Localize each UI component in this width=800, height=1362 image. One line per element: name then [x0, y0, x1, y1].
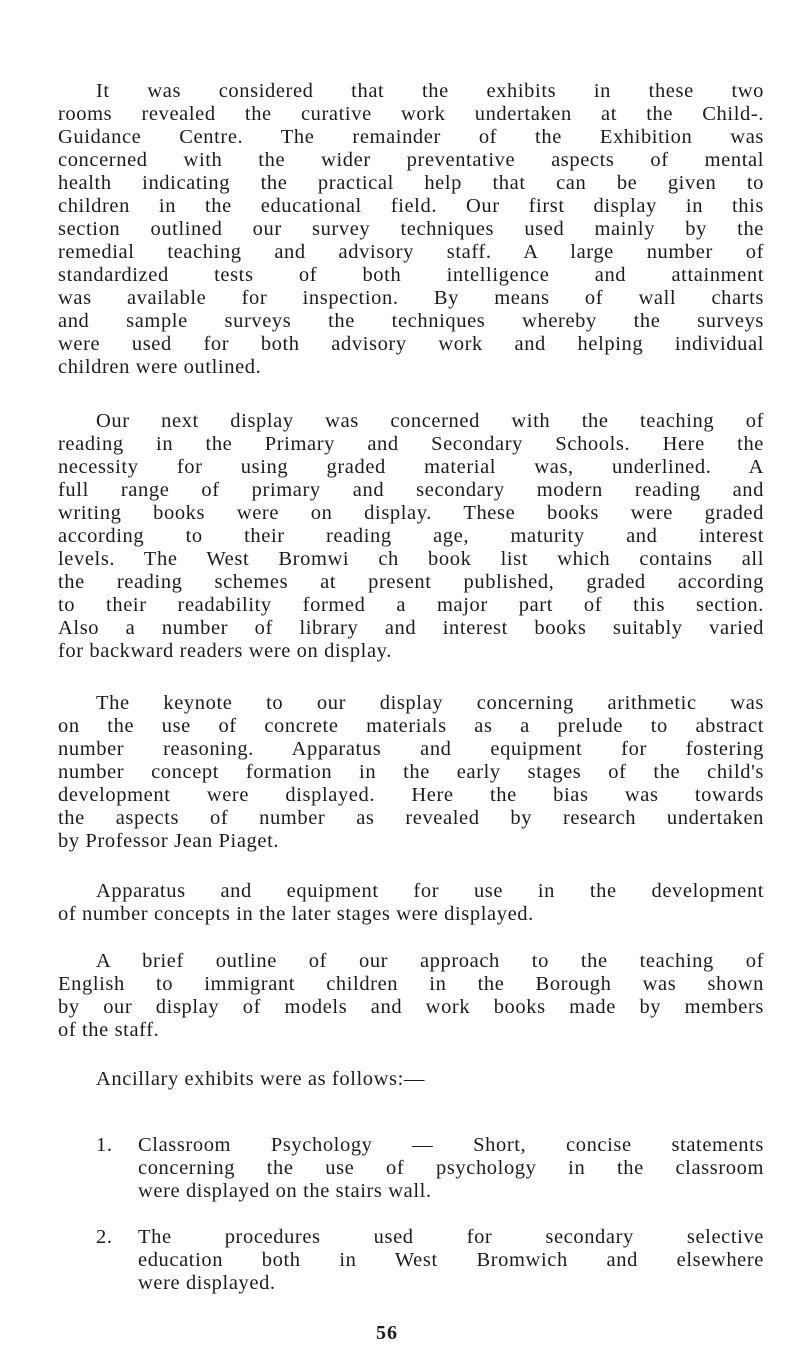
text-line: standardized tests of both intelligence and attainment	[58, 264, 764, 286]
text-line: Guidance Centre. The remainder of the Exhibition was	[58, 126, 764, 148]
text-line: were used for both advisory work and helping individual	[58, 333, 764, 355]
text-line: by Professor Jean Piaget.	[58, 830, 280, 852]
text-line: health indicating the practical help that can be given to	[58, 172, 764, 194]
text-line: Apparatus and equipment for use in the development	[96, 880, 764, 902]
text-line: on the use of concrete materials as a prelude to abstract	[58, 715, 764, 737]
text-line: concerned with the wider preventative aspects of mental	[58, 149, 764, 171]
list-number: 1.	[96, 1134, 113, 1156]
text-line: section outlined our survey techniques used mainly by the	[58, 218, 764, 240]
list-number: 2.	[96, 1226, 113, 1248]
text-line: levels. The West Bromwi ch book list which contains all	[58, 548, 764, 570]
text-line: necessity for using graded material was, underlined. A	[58, 456, 764, 478]
text-line: according to their reading age, maturity and interest	[58, 525, 764, 547]
text-line: of the staff.	[58, 1019, 160, 1041]
text-line: children in the educational field. Our first display in this	[58, 195, 764, 217]
text-line: The keynote to our display concerning arithmetic was	[96, 692, 764, 714]
text-line: The procedures used for secondary selective	[138, 1226, 764, 1248]
paragraph-reading-display	[58, 410, 764, 663]
text-line: Classroom Psychology — Short, concise statements	[138, 1134, 764, 1156]
text-line: the aspects of number as revealed by research undertaken	[58, 807, 764, 829]
text-line: reading in the Primary and Secondary Schools. Here the	[58, 433, 764, 455]
text-line: concerning the use of psychology in the classroom	[138, 1157, 764, 1179]
paragraph-immigrant-english	[58, 950, 764, 1042]
text-line: and sample surveys the techniques whereby the surveys	[58, 310, 764, 332]
text-line: English to immigrant children in the Borough was shown	[58, 973, 764, 995]
text-line: to their readability formed a major part of this section.	[58, 594, 764, 616]
text-line: education both in West Bromwich and elsewhere	[138, 1249, 764, 1271]
page-number: 56	[376, 1322, 398, 1344]
text-line: writing books were on display. These books were graded	[58, 502, 764, 524]
text-line: It was considered that the exhibits in these two	[96, 80, 764, 102]
list-item-text	[138, 1226, 764, 1295]
text-line: number concept formation in the early stages of the child's	[58, 761, 764, 783]
paragraph-apparatus-later-stages	[58, 880, 764, 926]
text-line: remedial teaching and advisory staff. A large number of	[58, 241, 764, 263]
text-line: development were displayed. Here the bias was towards	[58, 784, 764, 806]
text-line: Also a number of library and interest books suitably varied	[58, 617, 764, 639]
paragraph-exhibition-overview	[58, 80, 764, 379]
text-line: Ancillary exhibits were as follows:—	[96, 1068, 426, 1090]
text-line: of number concepts in the later stages were displayed.	[58, 903, 534, 925]
text-line: by our display of models and work books made by members	[58, 996, 764, 1018]
text-line: were displayed.	[138, 1272, 276, 1294]
text-line: were displayed on the stairs wall.	[138, 1180, 432, 1202]
text-line: was available for inspection. By means of wall charts	[58, 287, 764, 309]
paragraph-arithmetic-display	[58, 692, 764, 853]
text-line: for backward readers were on display.	[58, 640, 392, 662]
list-item-text	[138, 1134, 764, 1203]
text-line: number reasoning. Apparatus and equipment for fostering	[58, 738, 764, 760]
paragraph-ancillary-intro	[58, 1068, 764, 1091]
text-line: rooms revealed the curative work undertaken at the Child-.	[58, 103, 764, 125]
text-line: A brief outline of our approach to the teaching of	[96, 950, 764, 972]
text-line: Our next display was concerned with the teaching of	[96, 410, 764, 432]
text-line: children were outlined.	[58, 356, 262, 378]
text-line: full range of primary and secondary modern reading and	[58, 479, 764, 501]
text-line: the reading schemes at present published, graded according	[58, 571, 764, 593]
